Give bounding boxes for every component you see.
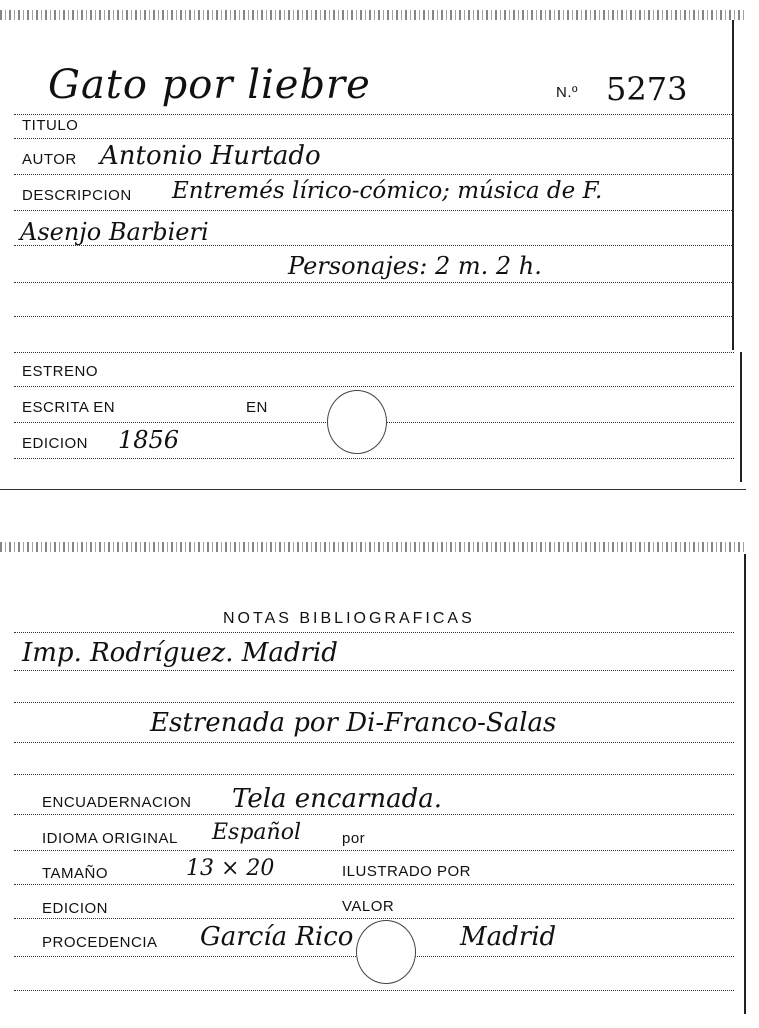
edicion-value: 1856: [118, 426, 180, 454]
rule: [14, 245, 734, 246]
titulo-label: TITULO: [22, 117, 79, 134]
encuadernacion-value: Tela encarnada.: [232, 784, 443, 814]
por-label: por: [342, 830, 366, 847]
escrita-en-label: ESCRITA EN: [22, 399, 116, 416]
procedencia-city: Madrid: [460, 922, 557, 952]
rule: [14, 918, 734, 919]
rule: [14, 386, 734, 387]
autor-label: AUTOR: [22, 151, 77, 168]
catalog-card-back: [0, 520, 746, 1020]
card-top-edge: [0, 542, 746, 552]
estreno-label: ESTRENO: [22, 363, 99, 380]
number-label: N.º: [556, 84, 578, 101]
encuadernacion-label: ENCUADERNACION: [42, 794, 192, 811]
title-value: Gato por liebre: [48, 62, 371, 108]
tamano-value: 13 × 20: [186, 856, 275, 881]
rule: [14, 458, 734, 459]
idioma-label: IDIOMA ORIGINAL: [42, 830, 178, 847]
notas-heading: NOTAS BIBLIOGRAFICAS: [223, 610, 475, 627]
rule: [14, 282, 734, 283]
rule: [14, 114, 734, 115]
card-right-edge: [744, 554, 746, 1014]
note-line-2: Estrenada por Di-Franco-Salas: [150, 708, 557, 738]
rule: [14, 850, 734, 851]
note-line-1: Imp. Rodríguez. Madrid: [22, 638, 338, 668]
edicion-label-2: EDICION: [42, 900, 109, 917]
description-line-2: Asenjo Barbieri: [20, 218, 209, 246]
author-value: Antonio Hurtado: [100, 141, 321, 171]
rule: [14, 990, 734, 991]
card-bottom-edge: [0, 489, 746, 490]
rule: [14, 352, 734, 353]
ilustrado-label: ILUSTRADO POR: [342, 863, 472, 880]
rule: [14, 702, 734, 703]
en-label: EN: [246, 399, 268, 416]
catalog-card-front: [0, 0, 746, 492]
edicion-label: EDICION: [22, 435, 89, 452]
rule: [14, 632, 734, 633]
rule: [14, 814, 734, 815]
catalog-number: 5273: [606, 70, 688, 108]
punch-hole: [327, 390, 387, 454]
rule: [14, 774, 734, 775]
rule: [14, 670, 734, 671]
rule: [14, 884, 734, 885]
rule: [14, 210, 734, 211]
procedencia-value: García Rico: [200, 922, 354, 952]
description-line-3: Personajes: 2 m. 2 h.: [288, 252, 542, 280]
rule: [14, 742, 734, 743]
card-top-edge: [0, 10, 746, 20]
card-right-edge: [732, 20, 734, 350]
rule: [14, 316, 734, 317]
valor-label: VALOR: [342, 898, 395, 915]
punch-hole: [356, 920, 416, 984]
rule: [14, 138, 734, 139]
description-line-1: Entremés lírico-cómico; música de F.: [172, 178, 603, 204]
tamano-label: TAMAÑO: [42, 865, 109, 882]
idioma-value: Español: [212, 820, 301, 845]
rule: [14, 174, 734, 175]
card-right-edge-lower: [740, 352, 742, 482]
descripcion-label: DESCRIPCION: [22, 187, 132, 204]
procedencia-label: PROCEDENCIA: [42, 934, 158, 951]
